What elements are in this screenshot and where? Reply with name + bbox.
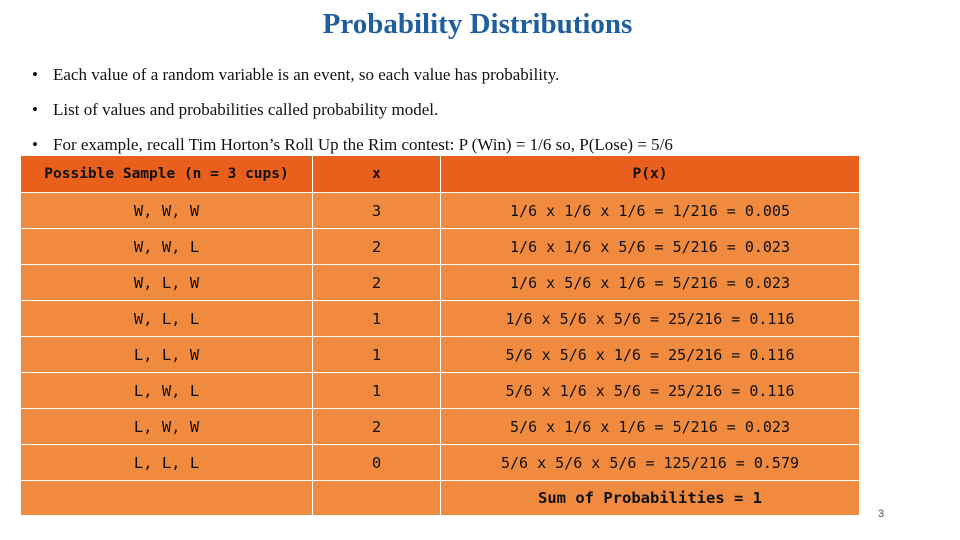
cell-px: 5/6 x 1/6 x 1/6 = 5/216 = 0.023 xyxy=(441,409,860,445)
cell-sample: L, W, L xyxy=(21,373,313,409)
empty-cell xyxy=(21,481,313,516)
cell-px: 1/6 x 5/6 x 5/6 = 25/216 = 0.116 xyxy=(441,301,860,337)
cell-px: 1/6 x 1/6 x 1/6 = 1/216 = 0.005 xyxy=(441,193,860,229)
sum-row xyxy=(21,481,860,516)
empty-cell xyxy=(313,481,441,516)
header-px: P(x) xyxy=(441,156,860,193)
header-sample: Possible Sample (n = 3 cups) xyxy=(21,156,313,193)
bullet-list xyxy=(32,64,673,169)
cell-sample: L, W, W xyxy=(21,409,313,445)
cell-px: 5/6 x 1/6 x 5/6 = 25/216 = 0.116 xyxy=(441,373,860,409)
header-x: x xyxy=(313,156,441,193)
table-row xyxy=(21,373,860,409)
cell-x: 1 xyxy=(313,373,441,409)
cell-sample: W, W, W xyxy=(21,193,313,229)
page-number: 3 xyxy=(878,508,885,520)
cell-px: 1/6 x 5/6 x 1/6 = 5/216 = 0.023 xyxy=(441,265,860,301)
sum-of-probabilities: Sum of Probabilities = 1 xyxy=(441,481,860,516)
table-row xyxy=(21,229,860,265)
table-row xyxy=(21,301,860,337)
cell-px: 5/6 x 5/6 x 5/6 = 125/216 = 0.579 xyxy=(441,445,860,481)
cell-x: 2 xyxy=(313,409,441,445)
cell-px: 5/6 x 5/6 x 1/6 = 25/216 = 0.116 xyxy=(441,337,860,373)
cell-x: 1 xyxy=(313,301,441,337)
table-row xyxy=(21,265,860,301)
slide-title: Probability Distributions xyxy=(322,8,633,40)
cell-px: 1/6 x 1/6 x 5/6 = 5/216 = 0.023 xyxy=(441,229,860,265)
table-row xyxy=(21,193,860,229)
cell-sample: L, L, L xyxy=(21,445,313,481)
bullet-item: • List of values and probabilities called probability model. xyxy=(32,99,673,134)
table-row xyxy=(21,445,860,481)
bullet-item: • Each value of a random variable is an event, so each value has probability. xyxy=(32,64,673,99)
cell-sample: W, W, L xyxy=(21,229,313,265)
table-row xyxy=(21,409,860,445)
cell-x: 2 xyxy=(313,229,441,265)
bullet-item: • For example, recall Tim Horton’s Roll Up the Rim contest: P (Win) = 1/6 so, P(Lose) = 5/6 xyxy=(32,134,673,169)
cell-sample: W, L, W xyxy=(21,265,313,301)
cell-x: 2 xyxy=(313,265,441,301)
cell-sample: W, L, L xyxy=(21,301,313,337)
cell-x: 3 xyxy=(313,193,441,229)
table-row xyxy=(21,337,860,373)
probability-model-table xyxy=(20,155,860,516)
cell-sample: L, L, W xyxy=(21,337,313,373)
cell-x: 1 xyxy=(313,337,441,373)
table-header-row xyxy=(21,156,860,193)
cell-x: 0 xyxy=(313,445,441,481)
